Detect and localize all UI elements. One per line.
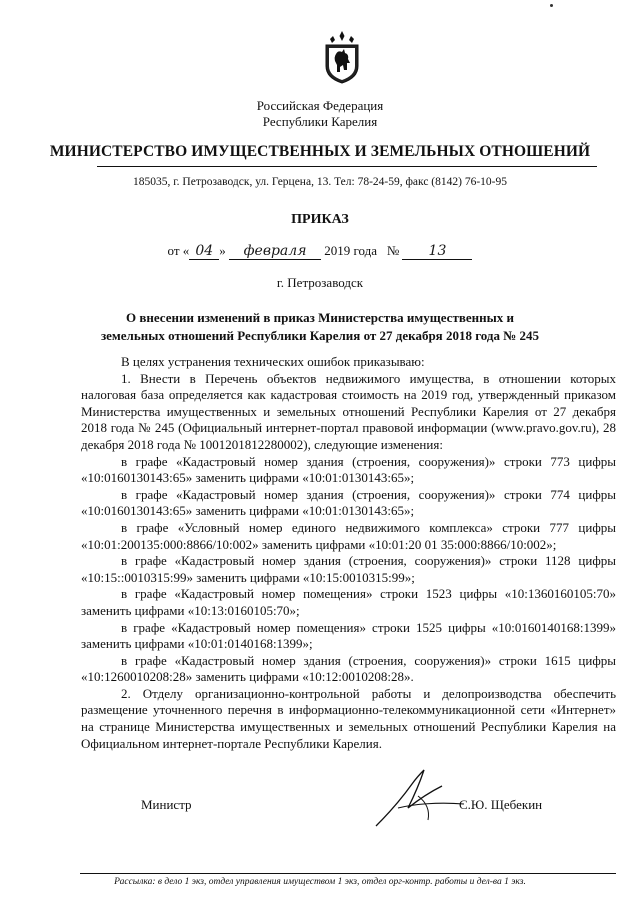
footer-divider [80,873,616,874]
number-sign: № [386,243,400,258]
order-date-line [0,243,640,260]
amendment-item: в графе «Условный номер единого недвижимого комплекса» строки 777 цифры «10:01:200135:000:8866/10:002» заменить цифрами «10:01:20 01 35:000:8866/10:002»; [81,519,616,552]
amendment-item: в графе «Кадастровый номер помещения» строки 1525 цифры «10:0160140168:1399» заменить цифрами «10:01:0140168:1399»; [81,619,616,652]
header-divider [97,166,597,167]
order-month: февраля [229,243,321,260]
scan-speck [550,4,553,7]
ministry-address: 185035, г. Петрозаводск, ул. Герцена, 13. Тел: 78-24-59, факс (8142) 76-10-95 [132,176,508,188]
order-day: 04 [189,243,219,260]
country-block [0,98,640,130]
document-type: ПРИКАЗ [291,212,349,227]
intro-paragraph: В целях устранения технических ошибок приказываю: [121,354,425,369]
amendment-item: в графе «Кадастровый номер здания (строения, сооружения)» строки 1615 цифры «10:1260010208:28» заменить цифрами «10:12:0010208:28». [81,652,616,685]
order-year: 2019 года [324,243,378,258]
clause-2: 2. Отделу организационно-контрольной работы и делопроизводства обеспечить размещение уточненного перечня в информационно-телекоммуникационной сети «Интернет» на странице Министерства имущественных и земельных отношений Республики Карелия на Официальном интернет-портале Республики Карелия. [81,685,616,751]
ministry-title: МИНИСТЕРСТВО ИМУЩЕСТВЕННЫХ И ЗЕМЕЛЬНЫХ ОТНОШЕНИЙ [49,143,591,160]
karelia-coat-of-arms-icon [322,30,362,84]
amendment-item: в графе «Кадастровый номер здания (строения, сооружения)» строки 1128 цифры «10:15::0010315:99» заменить цифрами «10:15:0010315:99»; [81,553,616,585]
amendment-item: в графе «Кадастровый номер здания (строения, сооружения)» строки 773 цифры «10:0160130143:65» заменить цифрами «10:01:0130143:65»; [81,453,616,486]
signer-position: Министр [141,797,192,812]
date-prefix: от « [167,243,190,258]
order-number: 13 [402,243,472,260]
clause-1: 1. Внести в Перечень объектов недвижимого имущества, в отношении которых налоговая база определяется как кадастровая стоимость на 2019 год, утвержденный приказом Министерства имущественных и земельных отношений Республики Карелия от 27 декабря 2018 года № 245 (Официальный интернет-портал правовой информации (www.pravo.gov.ru), 28 декабря 2018 года № 1001201812280002), следующие изменения: [81,370,616,452]
signer-name: С.Ю. Щебекин [459,797,543,812]
republic-name: Республики Карелия [262,114,378,129]
country-name: Российская Федерация [256,98,384,113]
order-subject [0,309,640,345]
subject-line-2: земельных отношений Республики Карелия от 27 декабря 2018 года № 245 [100,328,540,343]
subject-line-1: О внесении изменений в приказ Министерства имущественных и [126,310,514,325]
order-body [81,354,616,752]
amendment-item: в графе «Кадастровый номер помещения» строки 1523 цифры «10:1360160105:70» заменить цифрами «10:13:0160105:70»; [81,586,616,618]
amendment-item: в графе «Кадастровый номер здания (строения, сооружения)» строки 774 цифры «10:0160130143:65» заменить цифрами «10:01:0130143:65»; [81,486,616,519]
order-city: г. Петрозаводск [276,275,364,290]
date-mid: » [219,243,226,258]
distribution-list: Рассылка: в дело 1 экз, отдел управления имуществом 1 экз, отдел орг-контр. работы и дел-ва 1 экз. [114,877,526,887]
